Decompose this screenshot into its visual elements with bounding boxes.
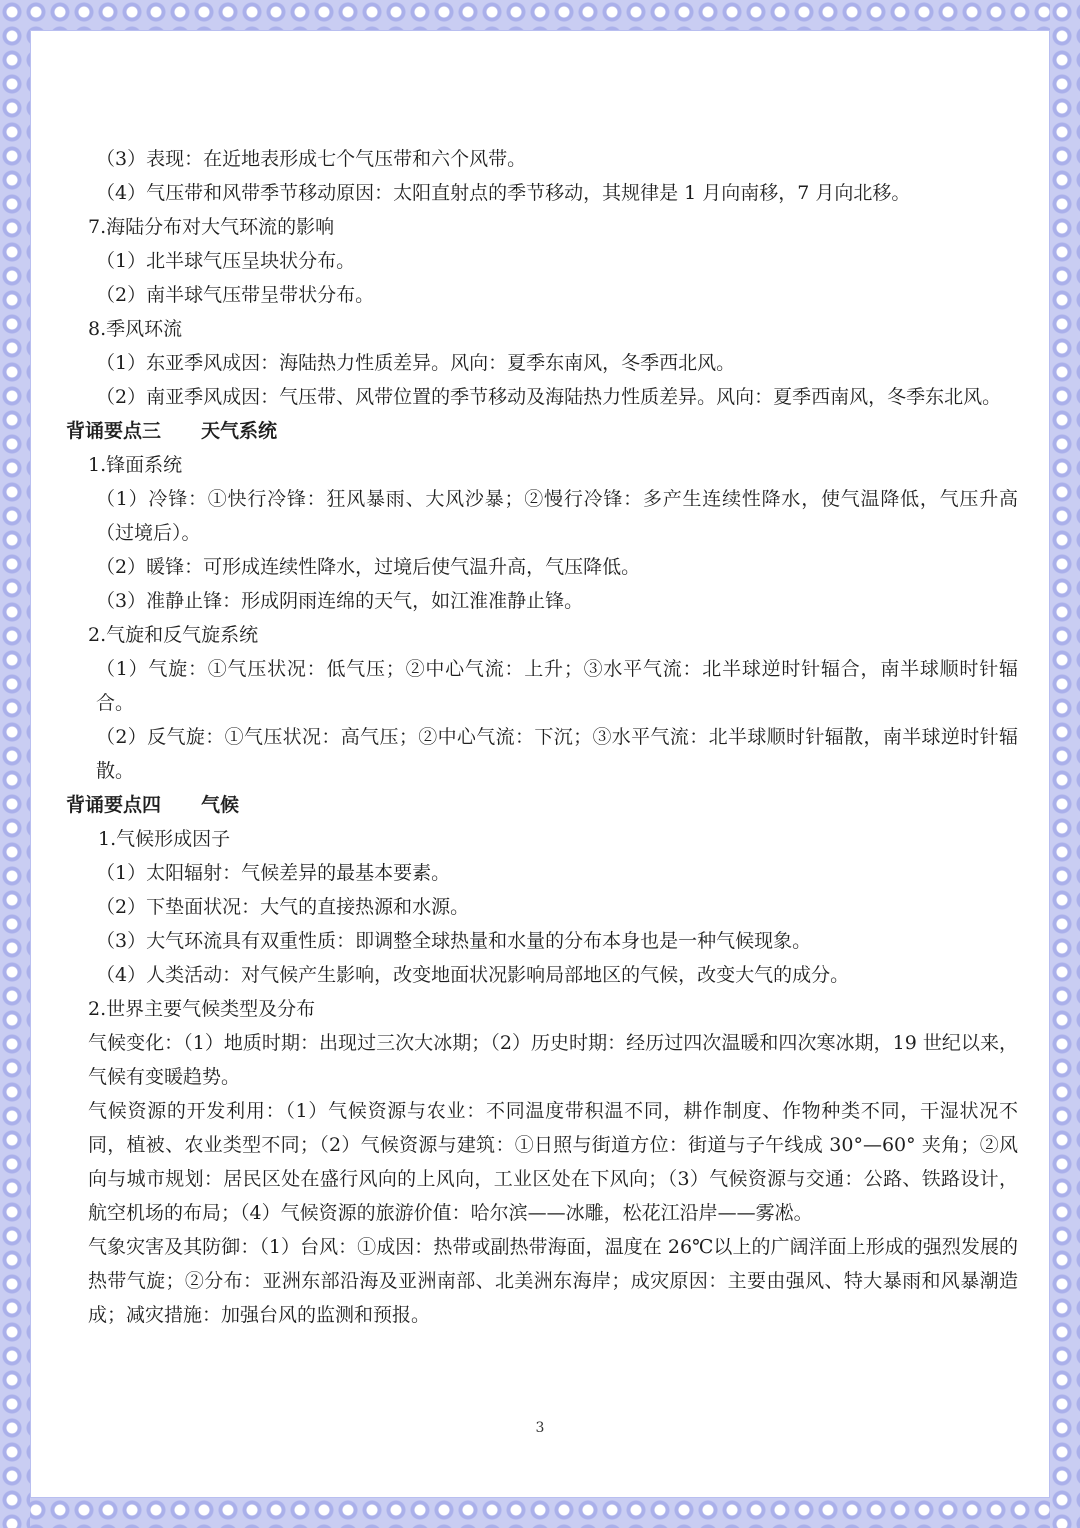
paragraph: （1）冷锋：①快行冷锋：狂风暴雨、大风沙暴；②慢行冷锋：多产生连续性降水，使气温降低，气压升高（过境后）。 xyxy=(96,488,1018,544)
subsection-title: 8.季风环流 xyxy=(88,318,183,340)
section-label: 背诵要点三 xyxy=(66,420,162,442)
paragraph: （2）暖锋：可形成连续性降水，过境后使气温升高，气压降低。 xyxy=(96,556,641,578)
paragraph: （1）东亚季风成因：海陆热力性质差异。风向：夏季东南风，冬季西北风。 xyxy=(96,352,736,374)
section-title: 天气系统 xyxy=(201,420,278,442)
paragraph: （3）大气环流具有双重性质：即调整全球热量和水量的分布本身也是一种气候现象。 xyxy=(96,930,812,952)
section-heading-four xyxy=(66,788,1018,822)
subsection-title: 2.世界主要气候类型及分布 xyxy=(88,998,316,1020)
paragraph: （2）南亚季风成因：气压带、风带位置的季节移动及海陆热力性质差异。风向：夏季西南风，冬季东北风。 xyxy=(96,386,1002,408)
paragraph: （3）准静止锋：形成阴雨连绵的天气，如江淮准静止锋。 xyxy=(96,590,584,612)
paragraph: （1）北半球气压呈块状分布。 xyxy=(96,250,356,272)
paragraph: 气象灾害及其防御：（1）台风：①成因：热带或副热带海面，温度在 26℃以上的广阔洋面上形成的强烈发展的热带气旋；②分布：亚洲东部沿海及亚洲南部、北美洲东海岸；成灾原因：主要由强风、特大暴雨和风暴潮造成；减灾措施：加强台风的监测和预报。 xyxy=(88,1236,1018,1326)
section-title: 气候 xyxy=(201,794,240,816)
paragraph: 气候变化：（1）地质时期：出现过三次大冰期；（2）历史时期：经历过四次温暖和四次寒冰期，19 世纪以来，气候有变暖趋势。 xyxy=(88,1032,1018,1088)
paragraph: （3）表现：在近地表形成七个气压带和六个风带。 xyxy=(96,148,527,170)
paragraph: （1）气旋：①气压状况：低气压；②中心气流：上升；③水平气流：北半球逆时针辐合，南半球顺时针辐合。 xyxy=(96,658,1018,714)
document-body xyxy=(66,142,1018,1332)
subsection-title: 1.气候形成因子 xyxy=(98,828,231,850)
subsection-title: 1.锋面系统 xyxy=(88,454,183,476)
page-number: 3 xyxy=(535,1420,545,1436)
section-label: 背诵要点四 xyxy=(66,794,162,816)
paragraph: （2）南半球气压带呈带状分布。 xyxy=(96,284,375,306)
subsection-title: 7.海陆分布对大气环流的影响 xyxy=(88,216,335,238)
section-heading-three xyxy=(66,414,1018,448)
decorative-border-right xyxy=(1050,0,1080,1528)
paragraph: （2）下垫面状况：大气的直接热源和水源。 xyxy=(96,896,470,918)
decorative-border-left xyxy=(0,0,30,1528)
paragraph: （1）太阳辐射：气候差异的最基本要素。 xyxy=(96,862,451,884)
decorative-border-bottom xyxy=(0,1498,1080,1528)
paragraph: （4）气压带和风带季节移动原因：太阳直射点的季节移动，其规律是 1 月向南移，7 月向北移。 xyxy=(96,182,911,204)
paragraph: 气候资源的开发利用：（1）气候资源与农业：不同温度带积温不同，耕作制度、作物种类不同，干湿状况不同，植被、农业类型不同；（2）气候资源与建筑：①日照与街道方位：街道与子午线成 30°—60° 夹角；②风向与城市规划：居民区处在盛行风向的上风向，工业区处在下风向；（3）气候资源与交通：公路、铁路设计，航空机场的布局；（4）气候资源的旅游价值：哈尔滨——冰雕，松花江沿岸——雾凇。 xyxy=(88,1100,1018,1224)
decorative-border-top xyxy=(0,0,1080,30)
paragraph: （4）人类活动：对气候产生影响，改变地面状况影响局部地区的气候，改变大气的成分。 xyxy=(96,964,850,986)
paragraph: （2）反气旋：①气压状况：高气压；②中心气流：下沉；③水平气流：北半球顺时针辐散，南半球逆时针辐散。 xyxy=(96,726,1018,782)
subsection-title: 2.气旋和反气旋系统 xyxy=(88,624,259,646)
